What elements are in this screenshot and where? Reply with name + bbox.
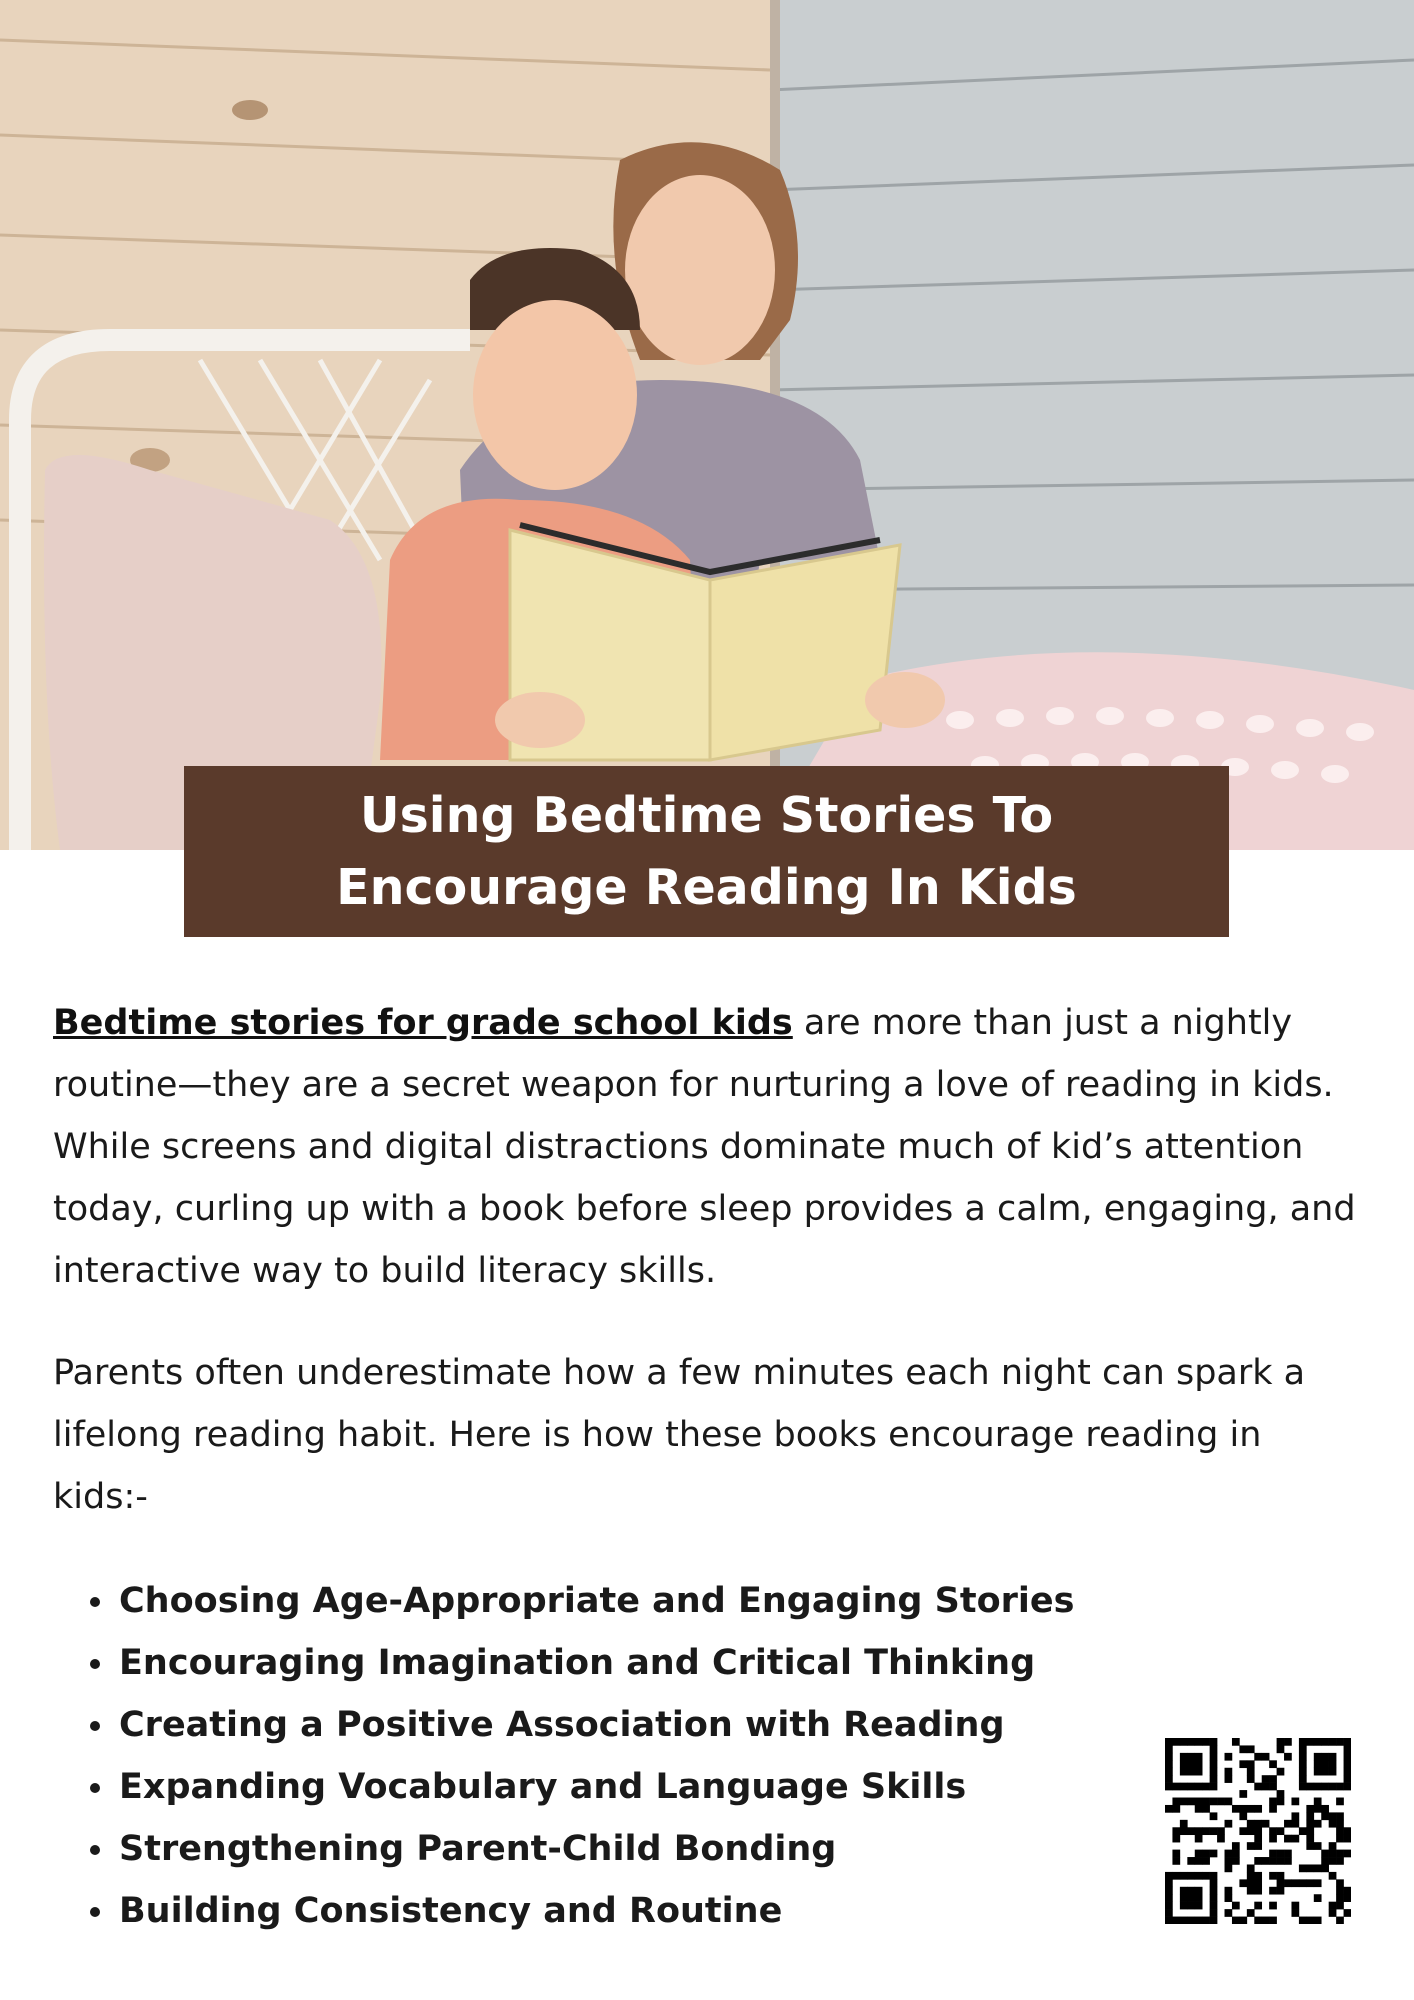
hero-photo <box>0 0 1414 850</box>
qr-code-graphic <box>1165 1738 1351 1924</box>
intro-text: are more than just a nightly routine—they are a secret weapon for nurturing a love of reading in kids. While screens and digital distractions dominate much of kid’s attention today, curling up with a book before sleep provides a calm, engaging, and interactive way to build literacy skills. <box>53 1003 1356 1291</box>
list-item: • Expanding Vocabulary and Language Skills <box>117 1756 1167 1818</box>
benefits-list <box>53 1570 1167 1942</box>
list-item: • Creating a Positive Association with Reading <box>117 1694 1167 1756</box>
bedtime-stories-link[interactable]: Bedtime stories for grade school kids <box>53 1003 793 1043</box>
article-body <box>53 992 1363 1528</box>
second-paragraph: Parents often underestimate how a few minutes each night can spark a lifelong reading habit. Here is how these books encourage reading in kids:- <box>53 1353 1306 1517</box>
list-item: • Building Consistency and Routine <box>117 1880 1167 1942</box>
intro-paragraph <box>53 992 1363 1302</box>
hero-illustration <box>0 0 1414 850</box>
list-item: • Encouraging Imagination and Critical Thinking <box>117 1632 1167 1694</box>
list-item: • Choosing Age-Appropriate and Engaging Stories <box>117 1570 1167 1632</box>
list-item: • Strengthening Parent-Child Bonding <box>117 1818 1167 1880</box>
qr-code-icon[interactable] <box>1165 1738 1351 1924</box>
title-banner <box>184 766 1229 937</box>
page-title: Using Bedtime Stories To Encourage Reading In Kids <box>336 786 1077 916</box>
